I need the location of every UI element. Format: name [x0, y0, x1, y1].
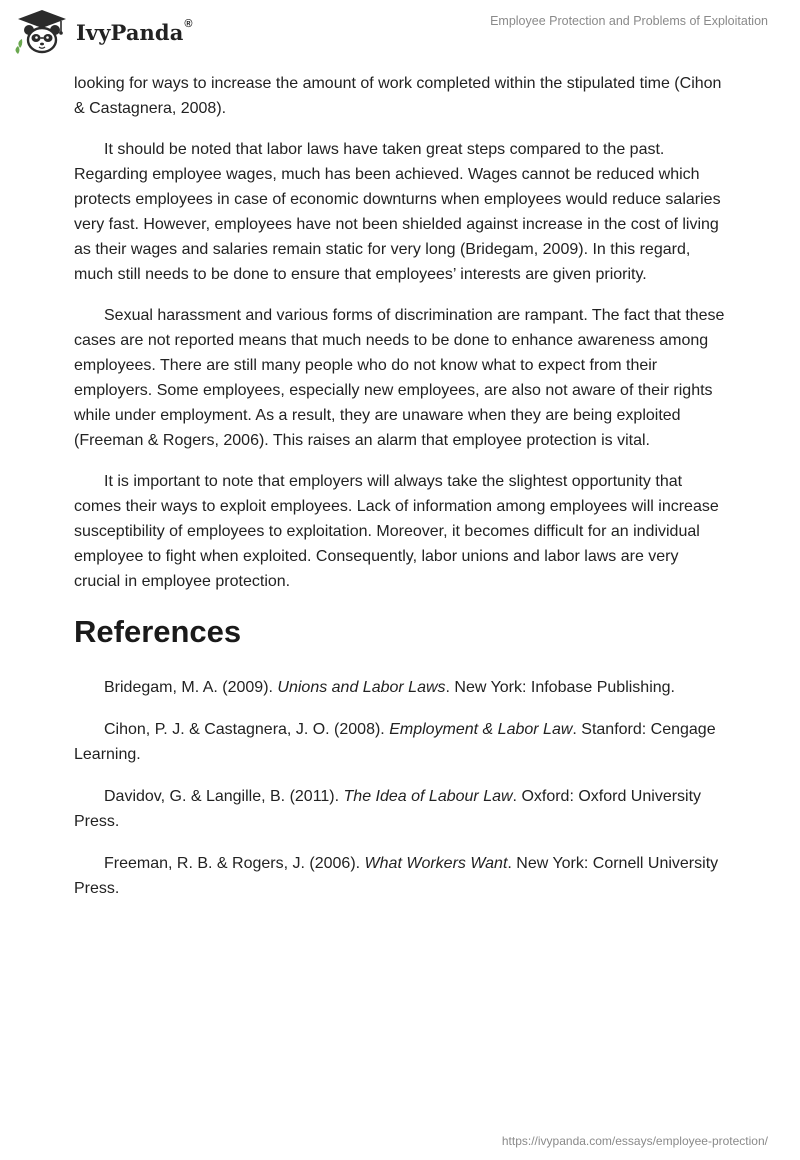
reference-authors: Bridegam, M. A. (2009). [104, 679, 278, 696]
ivypanda-logo[interactable] [14, 8, 193, 56]
body-paragraph-4: It is important to note that employers will always take the slightest opportunity that comes their ways to exploit employees. Lack of information among employees will increase susceptibility of employees to exploitation. Moreover, it becomes difficult for an individual employee to fight when exploited. Consequently, labor unions and labor laws are very crucial in employee protection. [74, 473, 719, 590]
brand-name-text: IvyPanda [76, 19, 184, 45]
body-paragraph-2: It should be noted that labor laws have taken great steps compared to the past. Regarding employee wages, much has been achieved. Wages cannot be reduced which protects employees in case of economic downturns when employees would reduce salaries very fast. However, employees have not been shielded against increase in the cost of living as their wages and salaries remain static for very long (Bridegam, 2009). In this regard, much still needs to be done to ensure that employees’ interests are given priority. [74, 141, 721, 283]
references-heading: References [74, 614, 242, 649]
essay-content [74, 71, 726, 918]
panda-graduate-icon [14, 8, 70, 56]
reference-title: What Workers Want [364, 855, 508, 872]
reference-item-4 [74, 851, 726, 901]
source-url-link[interactable]: https://ivypanda.com/essays/employee-protection/ [501, 1134, 768, 1148]
reference-item-2 [74, 717, 726, 767]
page-header [0, 0, 800, 64]
body-paragraph-3: Sexual harassment and various forms of discrimination are rampant. The fact that these cases are not reported means that much needs to be done to enhance awareness among employees. There are still many people who do not know what to expect from their employers. Some employees, especially new employees, are also not aware of their rights while under employment. As a result, they are unaware when they are being exploited (Freeman & Rogers, 2006). This raises an alarm that employee protection is vital. [74, 307, 725, 449]
reference-publisher: . New York: Cornell University Press. [74, 855, 719, 897]
registered-mark: ® [184, 17, 193, 30]
reference-publisher: . New York: Infobase Publishing. [445, 679, 675, 696]
reference-title: Unions and Labor Laws [277, 679, 446, 696]
reference-publisher: . Stanford: Cengage Learning. [74, 721, 716, 763]
reference-authors: Cihon, P. J. & Castagnera, J. O. (2008). [104, 721, 390, 738]
reference-authors: Davidov, G. & Langille, B. (2011). [104, 788, 344, 805]
brand-name [76, 17, 193, 45]
reference-title: The Idea of Labour Law [343, 788, 513, 805]
reference-item-1 [74, 675, 726, 700]
reference-item-3 [74, 784, 726, 834]
body-paragraph-1: looking for ways to increase the amount of work completed within the stipulated time (Cihon & Castagnera, 2008). [74, 75, 722, 117]
reference-authors: Freeman, R. B. & Rogers, J. (2006). [104, 855, 365, 872]
reference-title: Employment & Labor Law [389, 721, 573, 738]
reference-publisher: . Oxford: Oxford University Press. [74, 788, 702, 830]
running-title: Employee Protection and Problems of Exploitation [490, 14, 768, 28]
